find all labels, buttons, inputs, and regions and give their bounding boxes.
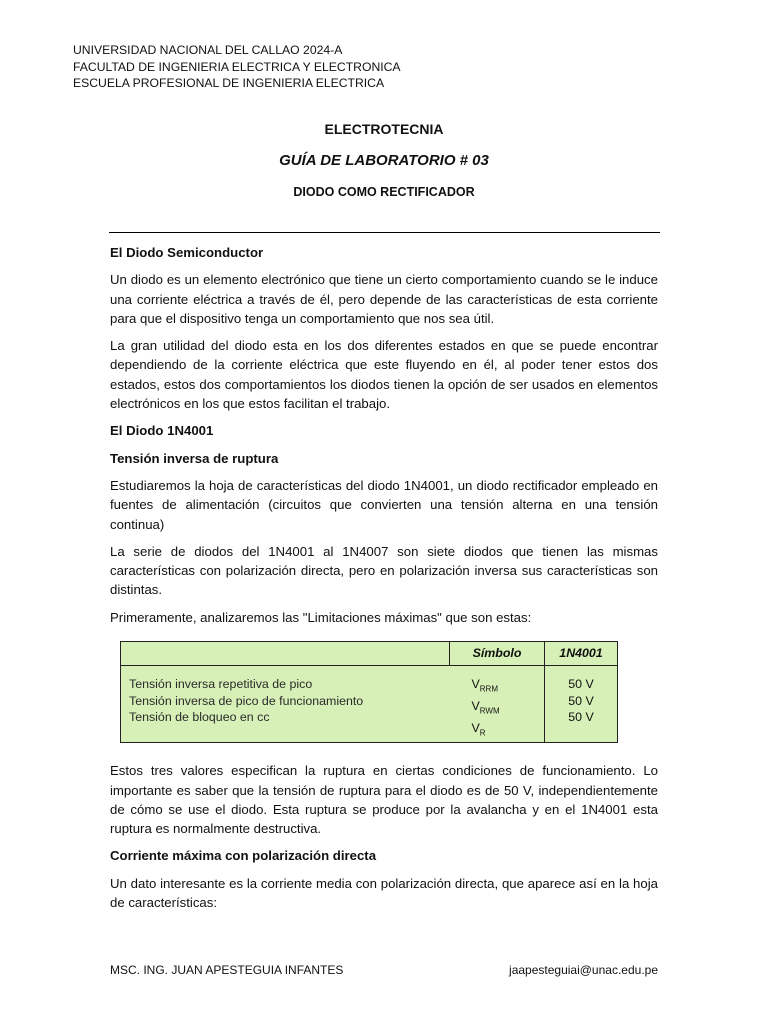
value-list	[545, 666, 618, 743]
table-header-part: 1N4001	[545, 642, 618, 666]
footer-author: MSC. ING. JUAN APESTEGUIA INFANTES	[110, 963, 344, 977]
parameter-name: Tensión inversa de pico de funcionamiento	[129, 693, 364, 708]
faculty-name: FACULTAD DE INGENIERIA ELECTRICA Y ELECTRONICA	[73, 59, 401, 74]
title-divider	[109, 232, 660, 233]
paragraph: Estudiaremos la hoja de características del diodo 1N4001, un diodo rectificador empleado en fuentes de alimentación (circuitos que convierten una tensión alterna en una tensión continua)	[110, 477, 658, 532]
university-name: UNIVERSIDAD NACIONAL DEL CALLAO 2024-A	[73, 43, 343, 57]
paragraph: La serie de diodos del 1N4001 al 1N4007 son siete diodos que tienen las mismas características con polarización directa, pero en polarización inversa sus características son distintas.	[110, 543, 658, 598]
rating-value: 50 V	[568, 710, 594, 725]
paragraph: Un diodo es un elemento electrónico que tiene un cierto comportamiento cuando se le induce una corriente eléctrica a través de él, pero depende de las características de esta corriente para que el dispositivo tenga un comportamiento que nos sea útil.	[110, 272, 658, 326]
parameter-name: Tensión de bloqueo en cc	[129, 710, 270, 725]
institution-header	[73, 42, 401, 92]
paragraph: Un dato interesante es la corriente media con polarización directa, que aparece así en la hoja de características:	[110, 875, 658, 911]
symbol-list	[450, 666, 545, 743]
rating-value: 50 V	[568, 677, 594, 692]
footer-email: jaapesteguiai@unac.edu.pe	[509, 963, 658, 977]
course-title: ELECTROTECNIA	[324, 121, 444, 137]
section-heading-diodo-semiconductor: El Diodo Semiconductor	[110, 245, 264, 260]
paragraph: Primeramente, analizaremos las "Limitaciones máximas" que son estas:	[110, 609, 532, 625]
parameter-list	[121, 666, 450, 743]
table-header-symbol: Símbolo	[450, 642, 545, 666]
table-row	[121, 666, 618, 743]
parameter-name: Tensión inversa repetitiva de pico	[129, 677, 313, 692]
section-heading-corriente-maxima: Corriente máxima con polarización directa	[110, 848, 377, 864]
maximum-ratings-table	[120, 641, 618, 743]
rating-value: 50 V	[568, 693, 594, 708]
topic-title: DIODO COMO RECTIFICADOR	[293, 185, 475, 199]
paragraph: La gran utilidad del diodo esta en los dos diferentes estados en que se puede encontrar dependiendo de la corriente eléctrica que este fluyendo en él, al poder tener estos dos estados, estos dos comportamientos los diodos tienen la opción de ser usados en elementos electrónicos en los que estos facilitan el trabajo.	[110, 338, 658, 412]
document-body	[110, 243, 658, 920]
lab-guide-title: GUÍA DE LABORATORIO # 03	[279, 152, 489, 169]
table-header-row	[121, 642, 618, 666]
section-heading-diodo-1n4001: El Diodo 1N4001	[110, 423, 214, 439]
symbol: $V_{RRM}$	[471, 677, 498, 694]
symbol: $V_{RWM}$	[471, 699, 500, 716]
school-name: ESCUELA PROFESIONAL DE INGENIERIA ELECTRICA	[73, 76, 385, 90]
paragraph: Estos tres valores especifican la ruptura en ciertas condiciones de funcionamiento. Lo importante es saber que la tensión de ruptura para el diodo es de 50 V, independientemente de cómo se use el diodo. Esta ruptura se produce por la avalancha y en el 1N4001 esta ruptura es normalmente destructiva.	[110, 763, 658, 837]
symbol: $V_R$	[471, 721, 486, 738]
table-header-blank	[121, 642, 450, 666]
section-heading-tension-inversa: Tensión inversa de ruptura	[110, 450, 279, 466]
